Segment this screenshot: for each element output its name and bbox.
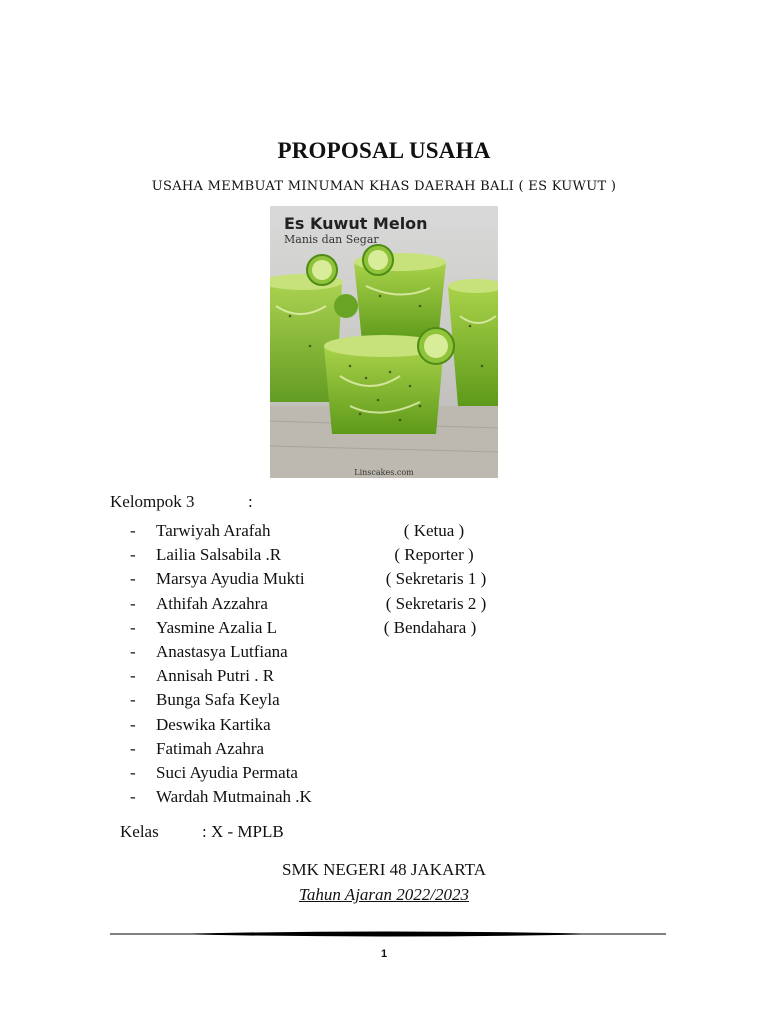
member-name: Marsya Ayudia Mukti	[156, 569, 305, 589]
group-label: Kelompok 3	[110, 492, 195, 511]
member-role: ( Sekretaris 1 )	[385, 569, 487, 589]
drink-illustration	[270, 206, 498, 478]
member-name: Suci Ayudia Permata	[156, 762, 298, 782]
list-dash: -	[130, 690, 136, 710]
member-role: ( Sekretaris 2 )	[385, 593, 487, 613]
member-name: Deswika Kartika	[156, 714, 271, 734]
list-dash: -	[130, 787, 136, 807]
member-name: Anastasya Lutfiana	[156, 641, 288, 661]
academic-year	[0, 885, 768, 905]
list-dash: -	[130, 762, 136, 782]
document-title: PROPOSAL USAHA	[277, 138, 491, 163]
member-name: Lailia Salsabila .R	[156, 545, 282, 565]
photo-credit: Linscakes.com	[354, 468, 414, 477]
footer-divider	[110, 930, 666, 938]
member-name: Athifah Azzahra	[156, 593, 268, 613]
list-dash: -	[130, 714, 136, 734]
es-kuwut-photo	[270, 206, 498, 478]
photo-subtitle: Manis dan Segar	[284, 233, 379, 246]
list-dash: -	[130, 666, 136, 686]
list-dash: -	[130, 545, 136, 565]
class-label: Kelas	[120, 822, 159, 841]
member-name: Bunga Safa Keyla	[156, 690, 280, 710]
list-dash: -	[130, 738, 136, 758]
academic-year-text: Tahun Ajaran 2022/2023	[298, 885, 470, 904]
class-value: : X - MPLB	[202, 822, 284, 841]
member-name: Fatimah Azahra	[156, 738, 265, 758]
list-dash: -	[130, 593, 136, 613]
member-role: ( Bendahara )	[383, 617, 477, 637]
member-name: Annisah Putri . R	[156, 666, 275, 686]
list-dash: -	[130, 641, 136, 661]
group-heading	[110, 492, 253, 512]
list-dash: -	[130, 521, 136, 540]
member-role: ( Reporter )	[394, 545, 474, 565]
photo-title: Es Kuwut Melon	[284, 214, 428, 233]
school-name: SMK NEGERI 48 JAKARTA	[282, 860, 486, 879]
page-number: 1	[380, 948, 388, 960]
list-dash: -	[130, 617, 136, 637]
member-name: Yasmine Azalia L	[156, 617, 278, 637]
document-subtitle: USAHA MEMBUAT MINUMAN KHAS DAERAH BALI ( ES KUWUT )	[151, 179, 617, 194]
list-dash: -	[130, 569, 136, 589]
member-name: Tarwiyah Arafah	[156, 521, 271, 540]
member-role: ( Ketua )	[403, 521, 465, 540]
group-colon: :	[248, 492, 253, 511]
member-name: Wardah Mutmainah .K	[156, 787, 312, 807]
class-info	[120, 822, 284, 842]
